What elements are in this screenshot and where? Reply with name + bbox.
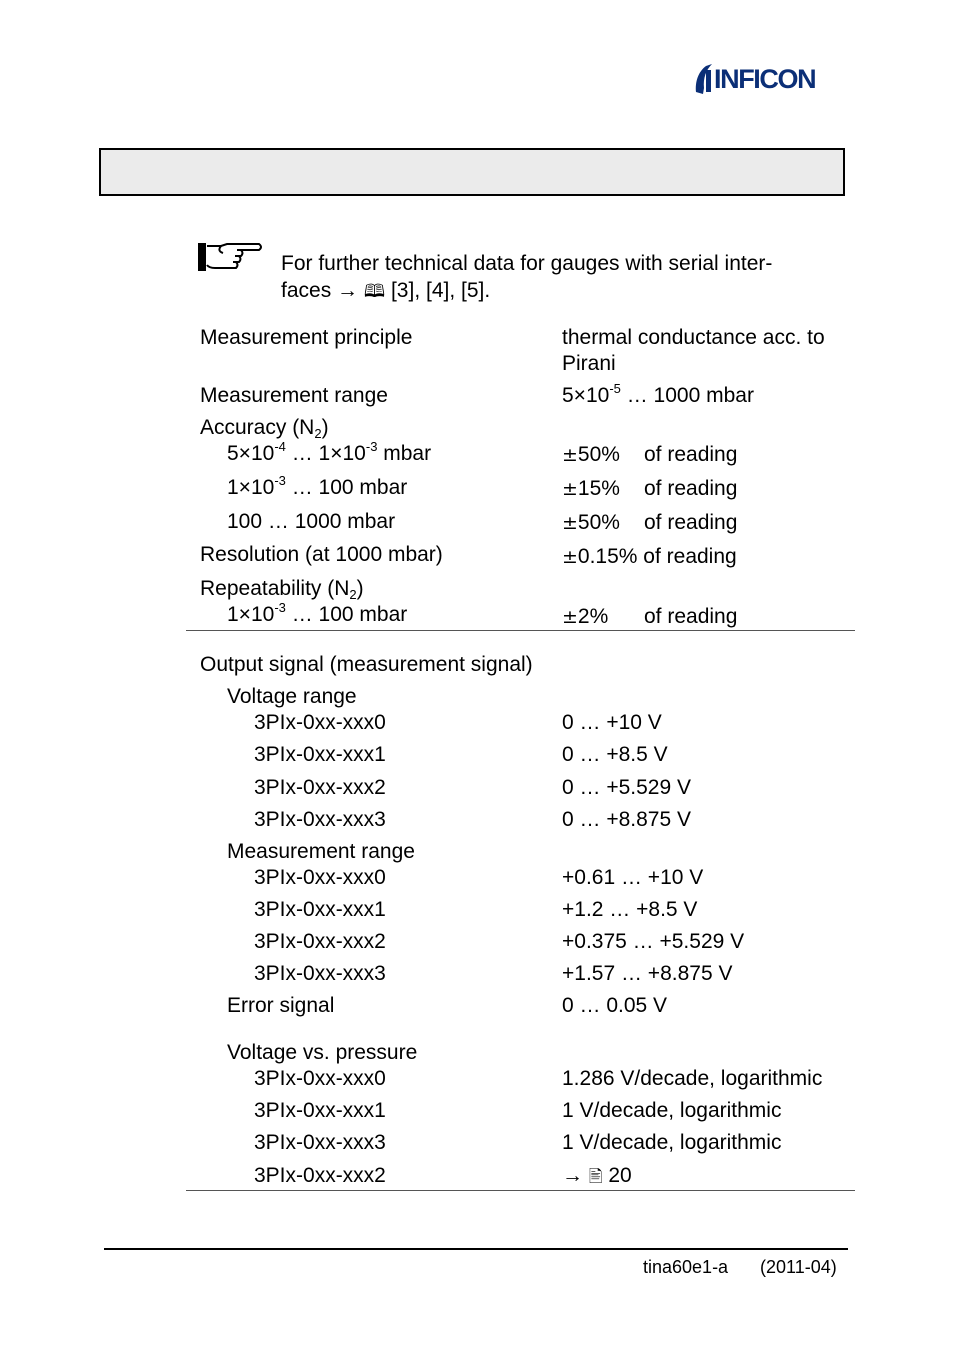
- rep-ae: -3: [274, 600, 286, 615]
- voltage-range-value: 0 … +5.529 V: [562, 776, 692, 799]
- pointing-hand-icon: [197, 241, 265, 273]
- accuracy-suffix-2: of reading: [644, 477, 738, 500]
- accuracy-label-close: ): [321, 416, 329, 439]
- acc1-c: mbar: [377, 442, 432, 465]
- acc1-a: 5×10: [227, 442, 275, 465]
- inficon-logo: [694, 62, 846, 96]
- resolution-value-text: 0.15% of reading: [577, 545, 737, 568]
- arrow-icon: →: [337, 279, 359, 302]
- voltage-vs-pressure-model: 3PIx-0xx-xxx0: [254, 1067, 386, 1090]
- output-heading: Output signal (measurement signal): [200, 653, 533, 676]
- error-signal-label: Error signal: [227, 994, 335, 1017]
- spec-label-range: Measurement range: [200, 384, 388, 407]
- footer-doc-id: tina60e1-a: [643, 1257, 729, 1277]
- accuracy-value-3: [562, 510, 620, 536]
- measurement-range-value: +0.375 … +5.529 V: [562, 930, 745, 953]
- measurement-range-model: 3PIx-0xx-xxx1: [254, 898, 386, 921]
- section-title-box: [99, 148, 845, 196]
- spec-value-range: [562, 383, 754, 409]
- voltage-vs-pressure-model: 3PIx-0xx-xxx3: [254, 1131, 386, 1154]
- repeatability-range: [227, 602, 407, 628]
- arrow-icon: →: [562, 1164, 583, 1187]
- acc2-ae: -3: [274, 473, 286, 488]
- voltage-vs-pressure-value: 1.286 V/decade, logarithmic: [562, 1067, 823, 1090]
- acc2-pct: 15%: [577, 477, 620, 500]
- acc1-b: … 1×10: [285, 442, 366, 465]
- spec-label-principle: Measurement principle: [200, 326, 413, 349]
- range-rest: … 1000 mbar: [620, 384, 754, 407]
- spec-value-principle-line2: Pirani: [562, 352, 616, 375]
- measurement-range-value: +0.61 … +10 V: [562, 866, 704, 889]
- voltage-vs-pressure-label: Voltage vs. pressure: [227, 1041, 418, 1064]
- repeat-label-text: Repeatability (N: [200, 577, 350, 600]
- acc2-a: 1×10: [227, 476, 275, 499]
- plus-minus-icon: ±: [562, 606, 578, 628]
- voltage-range-value: 0 … +8.875 V: [562, 808, 692, 831]
- accuracy-range-1: [227, 441, 431, 467]
- error-signal-value: 0 … 0.05 V: [562, 994, 668, 1017]
- logo-text: INFICON: [714, 64, 816, 94]
- note-text-line2-start: faces: [281, 279, 332, 302]
- spec-label-accuracy: [200, 415, 329, 441]
- accuracy-suffix-1: of reading: [644, 443, 738, 466]
- footer-rule: [104, 1248, 848, 1250]
- inficon-logo-mark-icon: [694, 62, 714, 96]
- spec-value-principle-line1: thermal conductance acc. to: [562, 326, 825, 349]
- voltage-range-model: 3PIx-0xx-xxx1: [254, 743, 386, 766]
- repeat-label-sub: 2: [349, 587, 357, 602]
- measurement-range-label: Measurement range: [227, 840, 415, 863]
- measurement-range-value: +1.2 … +8.5 V: [562, 898, 698, 921]
- accuracy-value-2: [562, 476, 620, 502]
- voltage-vs-pressure-value: 1 V/decade, logarithmic: [562, 1099, 782, 1122]
- voltage-vs-pressure-model: 3PIx-0xx-xxx1: [254, 1099, 386, 1122]
- voltage-range-model: 3PIx-0xx-xxx3: [254, 808, 386, 831]
- repeatability-suffix: of reading: [644, 605, 738, 628]
- plus-minus-icon: ±: [562, 444, 578, 466]
- accuracy-range-3: 100 … 1000 mbar: [227, 510, 396, 533]
- measurement-range-value: +1.57 … +8.875 V: [562, 962, 733, 985]
- range-exponent: -5: [609, 381, 621, 396]
- acc1-be: -3: [365, 439, 378, 454]
- voltage-range-model: 3PIx-0xx-xxx0: [254, 711, 386, 734]
- acc2-c: … 100 mbar: [285, 476, 408, 499]
- spec-label-resolution: Resolution (at 1000 mbar): [200, 543, 443, 566]
- note-text: [281, 250, 841, 305]
- measurement-range-model: 3PIx-0xx-xxx0: [254, 866, 386, 889]
- accuracy-label-sub: 2: [314, 426, 322, 441]
- acc1-pct: 50%: [577, 443, 620, 466]
- voltage-vs-pressure-page-ref: [562, 1163, 632, 1190]
- acc3-pct: 50%: [577, 511, 620, 534]
- voltage-vs-pressure-value: 1 V/decade, logarithmic: [562, 1131, 782, 1154]
- accuracy-label-text: Accuracy (N: [200, 416, 315, 439]
- repeatability-value: [562, 604, 608, 630]
- footer-date: (2011-04): [760, 1257, 837, 1277]
- page-ref-number: 20: [602, 1164, 632, 1187]
- accuracy-suffix-3: of reading: [644, 511, 738, 534]
- acc1-ae: -4: [274, 439, 286, 454]
- page-icon: 🖹: [588, 1167, 603, 1187]
- repeat-label-close: ): [356, 577, 364, 600]
- voltage-range-label: Voltage range: [227, 685, 357, 708]
- measurement-range-model: 3PIx-0xx-xxx3: [254, 962, 386, 985]
- voltage-range-value: 0 … +10 V: [562, 711, 662, 734]
- rep-a: 1×10: [227, 603, 275, 626]
- rep-c: … 100 mbar: [285, 603, 408, 626]
- section-divider: [186, 630, 855, 631]
- voltage-range-model: 3PIx-0xx-xxx2: [254, 776, 386, 799]
- voltage-range-value: 0 … +8.5 V: [562, 743, 668, 766]
- accuracy-range-2: [227, 475, 407, 501]
- measurement-range-model: 3PIx-0xx-xxx2: [254, 930, 386, 953]
- book-icon: 🕮: [363, 281, 386, 302]
- spec-value-resolution: [562, 544, 737, 570]
- plus-minus-icon: ±: [562, 546, 578, 568]
- plus-minus-icon: ±: [562, 512, 578, 534]
- voltage-vs-pressure-model: 3PIx-0xx-xxx2: [254, 1164, 386, 1187]
- accuracy-value-1: [562, 442, 620, 468]
- note-refs: [3], [4], [5].: [390, 279, 491, 302]
- rep-pct: 2%: [577, 605, 609, 628]
- section-divider: [186, 1190, 855, 1191]
- spec-label-repeatability: [200, 576, 364, 602]
- plus-minus-icon: ±: [562, 478, 578, 500]
- range-mantissa: 5×10: [562, 384, 610, 407]
- note-text-line1: For further technical data for gauges with serial inter-: [281, 252, 773, 275]
